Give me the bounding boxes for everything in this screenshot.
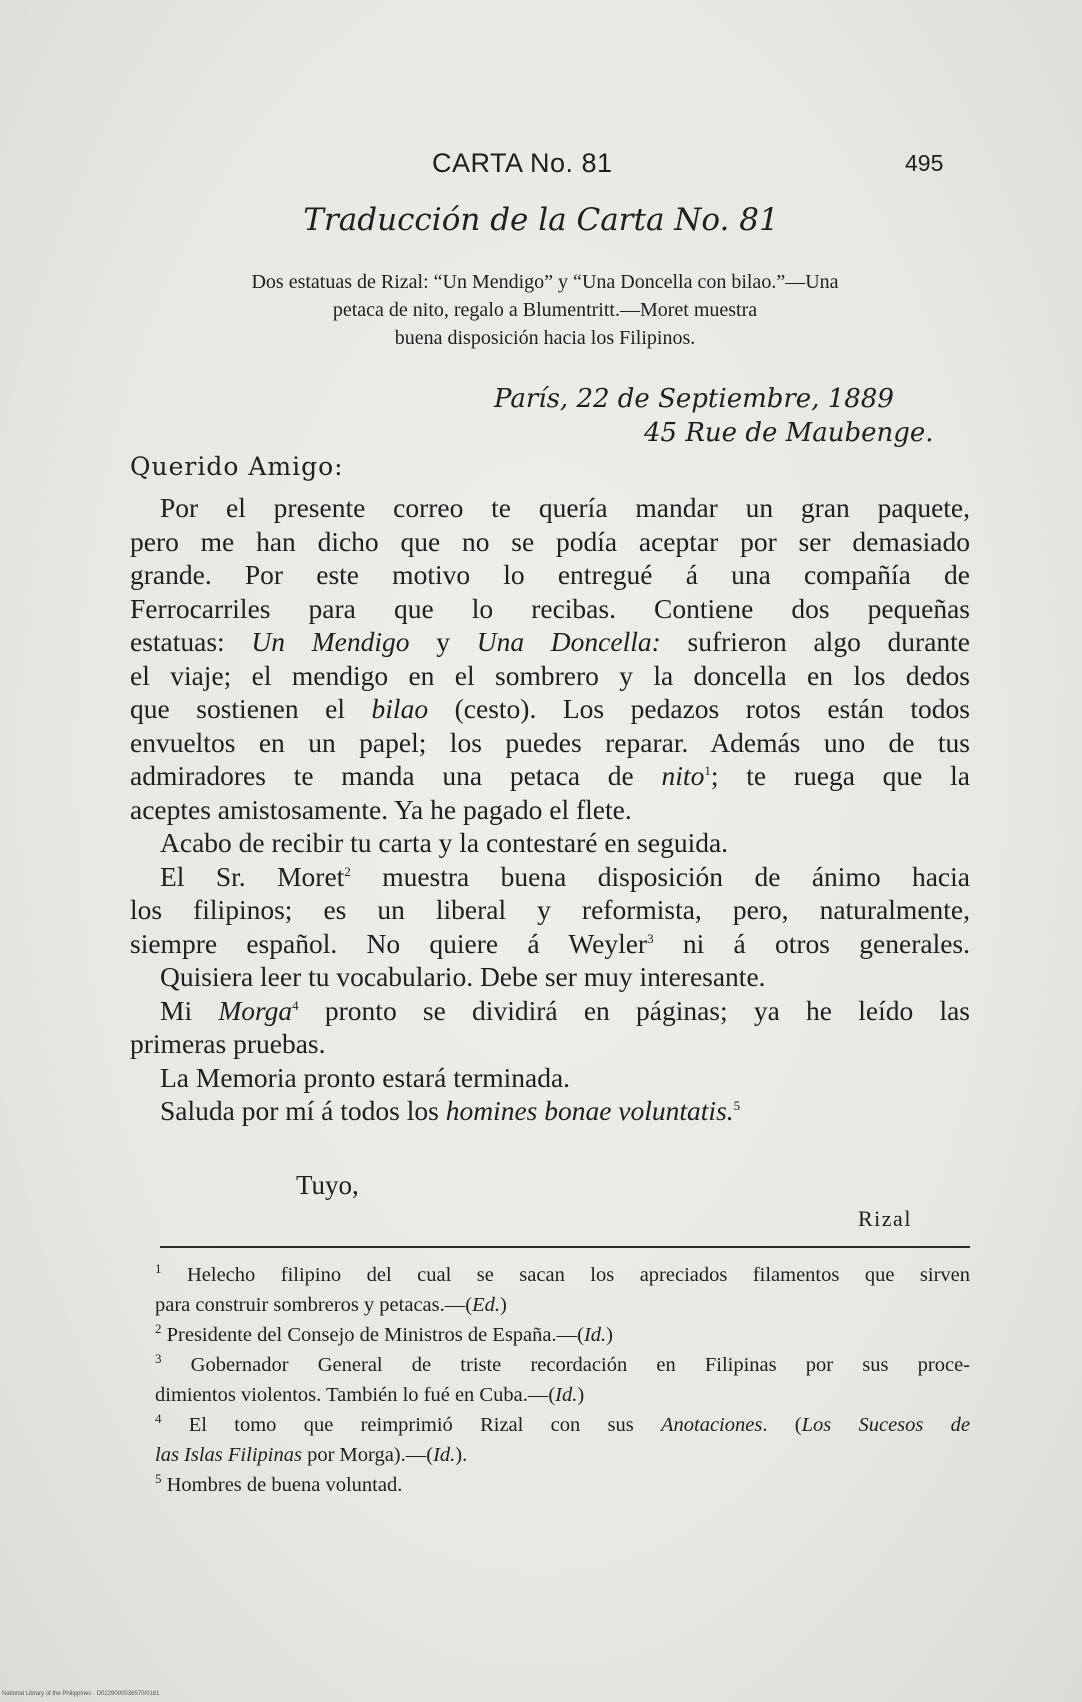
summary-line: petaca de nito, regalo a Blumentritt.—Moret muestra xyxy=(332,299,758,321)
footnote-ref: 4 xyxy=(292,997,299,1013)
body-line: La Memoria pronto estará terminada. xyxy=(160,1061,571,1093)
body-line: estatuas: Un Mendigo y Una Doncella: sufrieron algo durante xyxy=(130,626,971,657)
dateline-place-date: París, 22 de Septiembre, 1889 xyxy=(494,384,894,414)
salutation: Querido Amigo: xyxy=(130,452,344,481)
body-line: Ferrocarriles para que lo recibas. Contiene dos pequeñas xyxy=(130,592,970,624)
dateline-address: 45 Rue de Maubenge. xyxy=(644,418,934,448)
footnote-ref: 1 xyxy=(704,762,711,778)
body-line: Por el presente correo te quería mandar un gran paquete, xyxy=(160,492,970,523)
body-line: aceptes amistosamente. Ya he pagado el flete. xyxy=(130,793,632,825)
footnotes xyxy=(155,1260,970,1500)
letter-number-title: CARTA No. 81 xyxy=(432,148,613,178)
footnote-5: $^5$ Hombres de buena voluntad. xyxy=(155,1471,403,1496)
footnote-1: $^1$ Helecho filipino del cual se sacan los apreciados filamentos que sirven xyxy=(155,1261,971,1286)
footnote-ref: 2 xyxy=(344,863,351,879)
body-line: Quisiera leer tu vocabulario. Debe ser muy interesante. xyxy=(160,961,766,992)
body-line: Saluda por mí á todos los homines bonae voluntatis.$^5$ xyxy=(160,1095,741,1126)
summary-line: Dos estatuas de Rizal: “Un Mendigo” y “Una Doncella con bilao.”—Una xyxy=(251,271,839,293)
body-line: los filipinos; es un liberal y reformista, pero, naturalmente, xyxy=(130,894,970,925)
footnote-divider xyxy=(160,1246,970,1248)
scan-imprint: National Library of the Philippines · D0229000036570/0181 xyxy=(2,1691,160,1697)
letter-body xyxy=(130,491,971,1128)
closing: Tuyo, xyxy=(296,1170,359,1200)
body-line: envueltos en un papel; los puedes reparar. Además uno de tus xyxy=(130,726,970,758)
footnote-4: $^4$ El tomo que reimprimió Rizal con sus Anotaciones. (Los Sucesos de xyxy=(155,1411,970,1436)
body-line: El Sr. Moret$^2$ muestra buena disposición de ánimo hacia xyxy=(160,860,970,892)
page-number: 495 xyxy=(905,150,944,176)
running-header xyxy=(0,148,1082,184)
body-line: grande. Por este motivo lo entregué á una compañía de xyxy=(130,559,970,590)
footnote-4-cont: las Islas Filipinas por Morga).—(Id.). xyxy=(155,1444,468,1466)
body-line: primeras pruebas. xyxy=(130,1028,326,1059)
summary-line: buena disposición hacia los Filipinos. xyxy=(394,327,696,349)
body-line: admiradores te manda una petaca de nito$^1$; te ruega que la xyxy=(130,760,970,791)
body-line: Acabo de recibir tu carta y la contestaré en seguida. xyxy=(160,827,729,858)
translation-heading: Traducción de la Carta No. 81 xyxy=(303,202,779,238)
footnote-ref: 5 xyxy=(733,1097,741,1113)
body-line: siempre español. No quiere á Weyler$^3$ ni á otros generales. xyxy=(130,927,970,959)
letter-summary xyxy=(125,268,965,352)
footnote-2: $^2$ Presidente del Consejo de Ministros de España.—(Id.) xyxy=(155,1321,613,1346)
footnote-3-cont: dimientos violentos. También lo fué en Cuba.—(Id.) xyxy=(155,1384,585,1406)
signature: Rizal xyxy=(858,1206,912,1231)
body-line: pero me han dicho que no se podía aceptar por ser demasiado xyxy=(130,525,970,557)
footnote-ref: 3 xyxy=(647,930,654,946)
body-line: Mi Morga$^4$ pronto se dividirá en páginas; ya he leído las xyxy=(160,994,970,1026)
footnote-3: $^3$ Gobernador General de triste recordación en Filipinas por sus proce- xyxy=(155,1351,971,1376)
footnote-1-cont: para construir sombreros y petacas.—(Ed.) xyxy=(155,1294,507,1316)
body-line: el viaje; el mendigo en el sombrero y la doncella en los dedos xyxy=(130,659,970,691)
body-line: que sostienen el bilao (cesto). Los pedazos rotos están todos xyxy=(130,693,970,724)
